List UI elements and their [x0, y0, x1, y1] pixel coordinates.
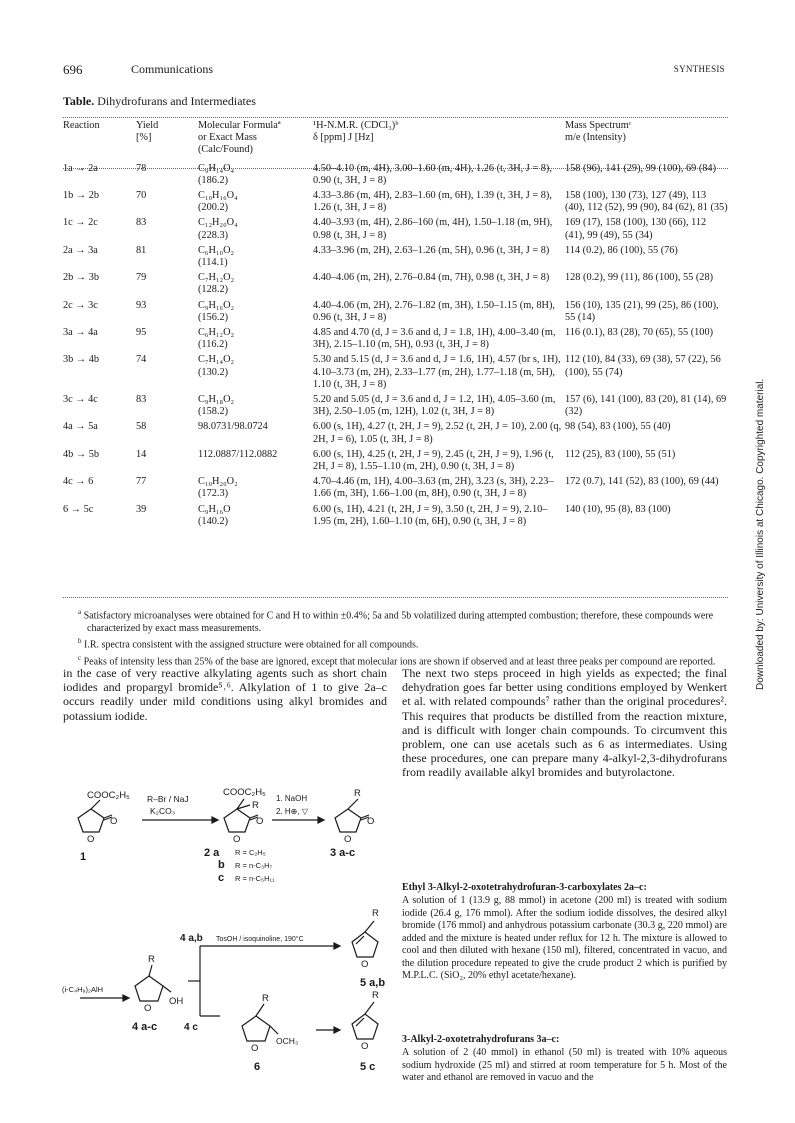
nmr-cell: 4.33–3.86 (m, 4H), 2.83–1.60 (m, 6H), 1.39 (t, 3H, J = 8), 1.26 (t, 3H, J = 8): [313, 190, 552, 214]
compound-4-structure: [135, 965, 171, 1001]
prod5ab-label: 5 a,b: [360, 977, 386, 989]
yield-cell: 58: [136, 421, 147, 433]
reagent-1-bottom: K₂CO₃: [150, 806, 176, 816]
yield-cell: 78: [136, 162, 147, 174]
int2-substituent: COOC₂H₅: [223, 787, 266, 798]
prod5ab-ring-o: O: [361, 959, 369, 970]
reaction-scheme: [60, 758, 395, 1118]
procedure-heading-2: Ethyl 3-Alkyl-2-oxotetrahydrofuran-3-carboxylates 2a–c:: [402, 882, 647, 893]
formula-cell: C₉H₁₄O₄ (186.2): [198, 162, 235, 186]
yield-cell: 83: [136, 394, 147, 406]
table-body: [63, 163, 728, 531]
mass-spectrum-cell: 158 (100), 130 (73), 127 (49), 113 (40), 112 (52), 99 (90), 84 (62), 81 (35): [565, 190, 728, 214]
table-row: [63, 327, 728, 354]
sm-label: 1: [80, 851, 87, 863]
mass-spectrum-cell: 158 (96), 141 (29), 99 (100), 69 (84): [565, 162, 716, 174]
mass-spectrum-cell: 172 (0.7), 141 (52), 83 (100), 69 (44): [565, 476, 719, 488]
mass-spectrum-cell: 157 (6), 141 (100), 83 (20), 81 (14), 69 (32): [565, 394, 727, 418]
formula-cell: C₉H₁₆O (140.2): [198, 503, 231, 527]
formula-cell: C₁₂H₂₀O₄ (228.3): [198, 217, 238, 241]
prod5c-label: 5 c: [360, 1061, 376, 1073]
compound-5ab-structure: [352, 921, 378, 957]
reaction-cell: 3c → 4c: [63, 394, 98, 406]
int2-label-b: b: [218, 859, 225, 871]
reagent-1-top: R–Br / NaJ: [147, 794, 189, 804]
prod3-ring-o: O: [344, 834, 352, 845]
int2-label-c: c: [218, 872, 225, 884]
download-watermark: Downloaded by: University of Illinois at Chicago. Copyrighted material.: [755, 378, 766, 690]
header-formula: Molecular Formulaª or Exact Mass (Calc/Found): [198, 120, 281, 156]
table-top-rule: [63, 117, 728, 118]
formula-cell: C₉H₁₈O₂ (158.2): [198, 394, 235, 418]
table-row: [63, 300, 728, 327]
prod3-carbonyl-o: O: [367, 816, 375, 827]
header-reaction: Reaction: [63, 120, 100, 131]
nmr-cell: 4.33–3.96 (m, 2H), 2.63–1.26 (m, 5H), 0.96 (t, 3H, J = 8): [313, 244, 550, 256]
table-header-row: [63, 120, 728, 163]
int4-r-group: R: [148, 954, 155, 965]
reaction-cell: 1c → 2c: [63, 217, 98, 229]
nmr-cell: 4.40–4.06 (m, 2H), 2.76–0.84 (m, 7H), 0.98 (t, 3H, J = 8): [313, 272, 550, 284]
branch-ab-label: 4 a,b: [180, 933, 203, 944]
arrowhead-1: [212, 817, 218, 823]
formula-cell: C₆H₁₂O₂ (116.2): [198, 327, 235, 351]
nmr-cell: 4.70–4.46 (m, 1H), 4.00–3.63 (m, 2H), 3.23 (s, 3H), 2.23–1.66 (m, 3H), 1.66–1.00 (m, 8H), 0.90 (t, 3H, J = 8): [313, 476, 554, 500]
mass-spectrum-cell: 156 (10), 135 (21), 99 (25), 86 (100), 55 (14): [565, 299, 719, 323]
r-def-b: R = n-C₃H₇: [235, 861, 273, 870]
table-row: [63, 421, 728, 448]
int2-r-group: R: [252, 800, 259, 811]
yield-cell: 95: [136, 327, 147, 339]
r-def-c: R = n-C₅H₁₁: [235, 874, 275, 883]
reaction-cell: 3b → 4b: [63, 354, 100, 366]
int2-carbonyl-o: O: [256, 816, 264, 827]
mass-spectrum-cell: 116 (0.1), 83 (28), 70 (65), 55 (100): [565, 327, 714, 339]
table-row: [63, 476, 728, 503]
table-row: [63, 504, 728, 531]
compound-3-structure: [335, 799, 369, 832]
reagent-2-top: 1. NaOH: [276, 794, 308, 803]
yield-cell: 83: [136, 217, 147, 229]
nmr-cell: 4.40–3.93 (m, 4H), 2.86–160 (m, 4H), 1.50–1.18 (m, 9H), 0.98 (t, 3H, J = 8): [313, 217, 553, 241]
table-row: [63, 245, 728, 272]
prod3-r-group: R: [354, 788, 361, 799]
arrowhead-2: [318, 817, 324, 823]
journal-name: SYNTHESIS: [673, 64, 725, 74]
int6-ome: OCH₃: [276, 1036, 299, 1046]
prod5ab-r-group: R: [372, 908, 379, 919]
branch-lines: [188, 946, 334, 1016]
prod5c-r-group: R: [372, 990, 379, 1001]
reaction-cell: 6 → 5c: [63, 503, 94, 515]
arrowhead-3: [123, 995, 129, 1001]
int6-ring-o: O: [251, 1043, 259, 1054]
table-row: [63, 272, 728, 299]
mass-spectrum-cell: 98 (54), 83 (100), 55 (40): [565, 421, 671, 433]
reaction-cell: 1b → 2b: [63, 190, 100, 202]
nmr-cell: 5.20 and 5.05 (d, J = 3.6 and d, J = 1.2, 1H), 4.05–3.60 (m, 3H), 2.50–1.05 (m, 12H), 1.02 (t, 3H, J = 8): [313, 394, 556, 418]
int4-ring-o: O: [144, 1003, 152, 1014]
table-footnotes: [78, 606, 726, 669]
header-yield: Yield [%]: [136, 120, 159, 144]
header-nmr: ¹H-N.M.R. (CDCl₃)ᵇ δ [ppm] J [Hz]: [313, 120, 399, 144]
prod5c-ring-o: O: [361, 1041, 369, 1052]
reaction-cell: 2a → 3a: [63, 244, 98, 256]
nmr-cell: 6.00 (s, 1H), 4.25 (t, 2H, J = 9), 2.45 (t, 2H, J = 9), 1.96 (t, 2H, J = 8), 1.55–1.10 (m, 2H), 0.90 (t, 3H, J = 8): [313, 448, 554, 473]
int6-r-group: R: [262, 993, 269, 1004]
reaction-cell: 3a → 4a: [63, 327, 98, 339]
header-mass-spectrum: Mass Spectrumᶜ m/e (Intensity): [565, 120, 632, 144]
reagent-2-bottom: 2. H⊕, ▽: [276, 807, 308, 816]
nmr-cell: 5.30 and 5.15 (d, J = 3.6 and d, J = 1.6, 1H), 4.57 (br s, 1H), 4.10–3.73 (m, 2H), 2.33–1.77 (m, 2H), 1.77–1.18 (m, 5H), 1.10 (t, 3H, J = 8): [313, 354, 561, 390]
nmr-cell: 6.00 (s, 1H), 4.21 (t, 2H, J = 9), 3.50 (t, 2H, J = 9), 2.10–1.95 (m, 2H), 1.60–1.10 (m, 6H), 0.90 (t, 3H, J = 8): [313, 503, 548, 527]
body-paragraph-left: in the case of very reactive alkylating agents such as short chain iodides and propargyl bromide⁵˒⁶. Alkylation of 1 to give 2a–c occurs readily under mild conditions using alkyl bromides and potassium iodide.: [63, 666, 387, 723]
reagent-4: TosOH / isoquinoline, 190°C: [216, 936, 304, 943]
yield-cell: 70: [136, 190, 147, 202]
int4-oh: OH: [169, 996, 184, 1007]
table-row: [63, 163, 728, 190]
reaction-cell: 4b → 5b: [63, 448, 100, 460]
mass-spectrum-cell: 114 (0.2), 86 (100), 55 (76): [565, 244, 678, 256]
formula-cell: C₁₀H₁₆O₄ (200.2): [198, 190, 238, 214]
mass-spectrum-cell: 128 (0.2), 99 (11), 86 (100), 55 (28): [565, 272, 714, 284]
procedure-text-2: A solution of 1 (13.9 g, 88 mmol) in acetone (200 ml) is treated with sodium iodide (26.4 g, 176 mmol). After the sodium iodide dissolves, the desired alkyl bromide (176 mmol) and anhydrous potassium carbonate (30.3 g, 220 mmol) are added and the mixture is heated under reflux for 12 h. The mixture is allowed to cool and then diluted with hexane (150 ml), filtered, concentrated in vacuo, and the dilution procedure repeated to give the crude product 2 which is purified by M.P.L.C. (SiO₂, 20% ethyl acetate/hexane).: [402, 895, 727, 981]
branch-c-label: 4 c: [184, 1022, 198, 1033]
int2-ring-o: O: [233, 834, 241, 845]
table-caption-label: Table.: [63, 94, 95, 108]
yield-cell: 93: [136, 299, 147, 311]
formula-cell: C₇H₁₂O₂ (128.2): [198, 272, 235, 296]
r-def-a: R = C₂H₅: [235, 848, 266, 857]
table-row: [63, 394, 728, 421]
compound-5c-structure: [352, 1002, 378, 1039]
procedure-heading-3: 3-Alkyl-2-oxotetrahydrofurans 3a–c:: [402, 1034, 560, 1045]
table-row: [63, 449, 728, 476]
formula-cell: 98.0731/98.0724: [198, 421, 268, 433]
footnote: $^b$ I.R. spectra consistent with the assigned structure were obtained for all compounds.: [78, 637, 419, 651]
reaction-cell: 1a → 2a: [63, 162, 98, 174]
mass-spectrum-cell: 112 (10), 84 (33), 69 (38), 57 (22), 56 (100), 55 (74): [565, 354, 721, 378]
yield-cell: 39: [136, 503, 147, 515]
formula-cell: C₉H₁₆O₂ (156.2): [198, 299, 235, 323]
int2-label: 2 a: [204, 847, 220, 859]
int4-label: 4 a-c: [132, 1021, 158, 1033]
formula-cell: 112.0887/112.0882: [198, 448, 278, 460]
sm-ring-o: O: [87, 834, 95, 845]
procedure-text-3: A solution of 2 (40 mmol) in ethanol (50 ml) is treated with 10% aqueous sodium hydroxide (25 ml) and stirred at room temperature for 5 h. Most of the water and ethanol are removed in vacuo and the: [402, 1047, 727, 1083]
yield-cell: 81: [136, 244, 147, 256]
sm-substituent: COOC₂H₅: [87, 790, 130, 801]
mass-spectrum-cell: 140 (10), 95 (8), 83 (100): [565, 503, 671, 515]
table-bottom-rule: [63, 597, 728, 598]
formula-cell: C₁₀H₂₀O₂ (172.3): [198, 476, 238, 500]
table-row: [63, 354, 728, 394]
body-paragraph-right: The next two steps proceed in high yields as expected; the final dehydration goes far better using conditions employed by Wenkert et al. with related compounds⁷ rather than the original procedures². This requires that products be distilled from the reaction mixture, and is difficult with longer chain compounds. To circumvent this problem, one can use acetals such as 6 as intermediates. Using these procedures, one can prepare many 4-alkyl-2,3-dihydrofurans from readily available alkyl bromides and butyrolactone.: [402, 666, 727, 780]
reaction-cell: 2b → 3b: [63, 272, 100, 284]
table-caption: [63, 94, 256, 109]
nmr-cell: 6.00 (s, 1H), 4.27 (t, 2H, J = 9), 2.52 (t, 2H, J = 10), 2.00 (q, 2H, J = 6), 1.05 (t, 3H, J = 8): [313, 421, 562, 445]
formula-cell: C₇H₁₄O₂ (130.2): [198, 354, 235, 378]
page-number: 696: [63, 62, 83, 77]
table-row: [63, 190, 728, 217]
prod3-label: 3 a-c: [330, 847, 356, 859]
footnote: $^c$ Peaks of intensity less than 25% of the base are ignored, except that molecular ions are shown if observed and at least three peaks per compound are reported.: [78, 653, 716, 668]
yield-cell: 79: [136, 272, 147, 284]
nmr-cell: 4.85 and 4.70 (d, J = 3.6 and d, J = 1.8, 1H), 4.00–3.40 (m, 3H), 2.15–1.10 (m, 5H), 0.93 (t, 3H, J = 8): [313, 327, 556, 351]
mass-spectrum-cell: 112 (25), 83 (100), 55 (51): [565, 448, 676, 460]
reaction-cell: 2c → 3c: [63, 299, 98, 311]
compound-6-structure: [242, 1004, 278, 1041]
section-title: Communications: [131, 62, 213, 76]
arrowhead-4: [334, 943, 340, 949]
nmr-cell: 4.50–4.10 (m, 4H), 3.00–1.60 (m, 4H), 1.26 (t, 3H, J = 8), 0.90 (t, 3H, J = 8): [313, 162, 552, 186]
table-caption-text: Dihydrofurans and Intermediates: [97, 94, 256, 108]
formula-cell: C₆H₁₀O₂ (114.1): [198, 244, 235, 269]
sm-carbonyl-o: O: [110, 816, 118, 827]
running-header: [63, 62, 725, 78]
nmr-cell: 4.40–4.06 (m, 2H), 2.76–1.82 (m, 3H), 1.50–1.15 (m, 8H), 0.96 (t, 3H, J = 8): [313, 299, 555, 323]
mass-spectrum-cell: 169 (17), 158 (100), 130 (66), 112 (41), 99 (49), 55 (34): [565, 217, 707, 241]
int6-label: 6: [254, 1061, 261, 1073]
reaction-cell: 4c → 6: [63, 476, 94, 488]
footnote: $^a$ Satisfactory microanalyses were obtained for C and H to within ±0.4%; 5a and 5b volatilized during attempted combustion; therefore, these compounds were characterized by exact mass measurements.: [78, 608, 714, 634]
reaction-cell: 4a → 5a: [63, 421, 98, 433]
yield-cell: 77: [136, 476, 147, 488]
yield-cell: 14: [136, 448, 147, 460]
reagent-3: (i-C₄H₉)₂AlH: [62, 985, 104, 994]
yield-cell: 74: [136, 354, 147, 366]
compound-1-structure: [78, 800, 112, 832]
data-table: [63, 120, 728, 531]
arrowhead-5: [334, 1027, 340, 1033]
table-row: [63, 217, 728, 244]
